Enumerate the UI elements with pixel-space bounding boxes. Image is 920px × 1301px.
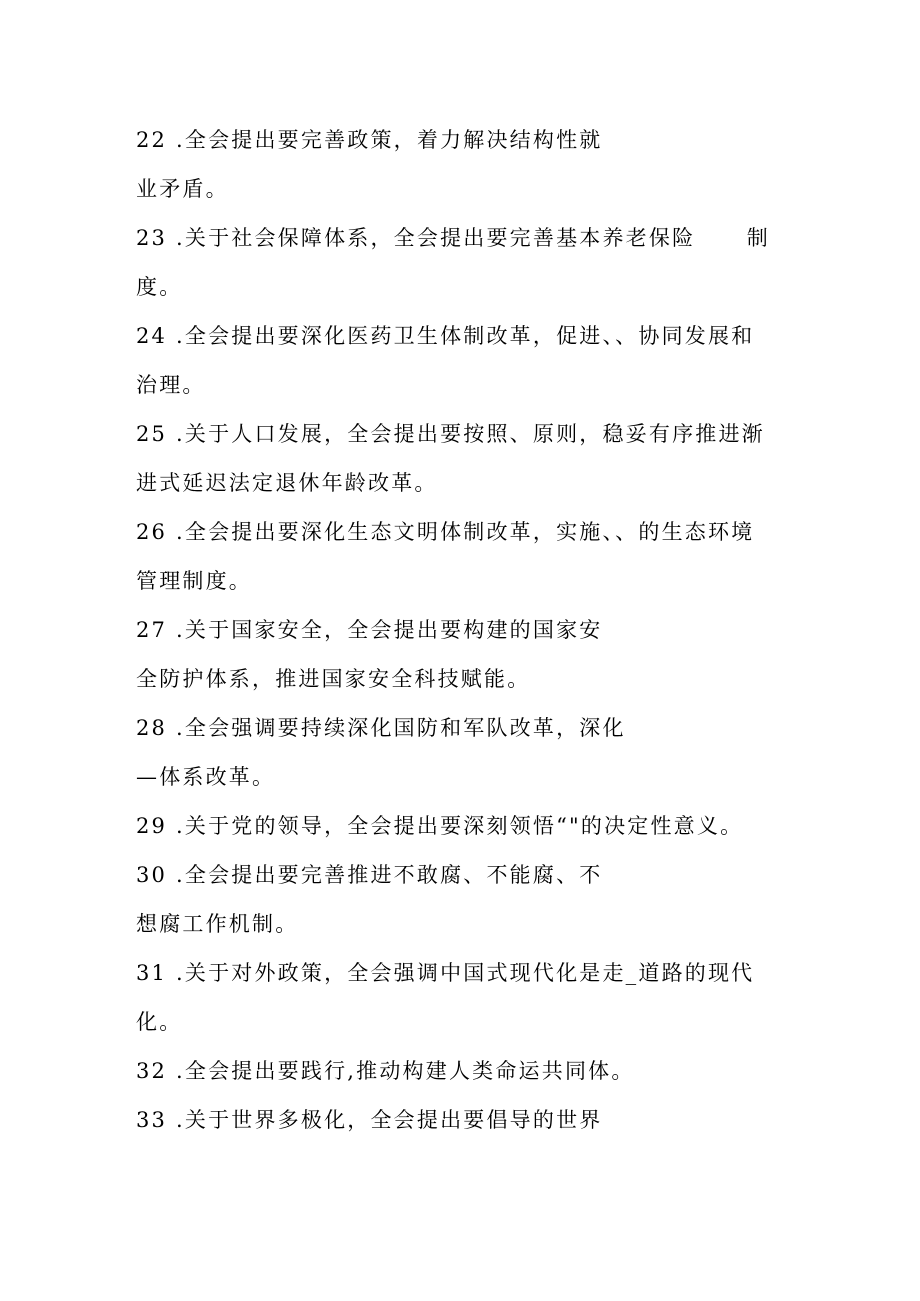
question-26-line-1 [136,518,786,546]
question-number: 31 [136,961,168,985]
question-text: .关于对外政策，全会强调中国式现代化是走_道路的现代 [176,961,755,985]
question-number: 30 [136,863,168,887]
question-text: .关于社会保障体系，全会提出要完善基本养老保险 [176,226,696,250]
question-31-line-2: 化。 [136,1010,183,1034]
question-number: 25 [136,422,168,446]
question-number: 26 [136,520,168,544]
question-number: 27 [136,618,168,642]
question-27-line-2: 全防护体系，推进国家安全科技赋能。 [136,667,531,691]
question-text: .全会提出要践行,推动构建人类命运共同体。 [176,1059,635,1083]
question-33-line-1 [136,1106,786,1134]
question-text-tail: 制 [746,226,770,250]
question-30-line-2: 想腐工作机制。 [136,912,299,936]
question-27-line-1 [136,616,786,644]
question-24-line-2: 治理。 [136,373,206,397]
question-31-line-1 [136,959,786,987]
question-25-line-2: 进式延迟法定退休年龄改革。 [136,471,438,495]
question-number: 33 [136,1108,168,1132]
question-text: .关于国家安全，全会提出要构建的国家安 [176,618,603,642]
question-number: 23 [136,226,168,250]
question-text: .全会提出要完善政策，着力解决结构性就 [176,128,603,152]
question-number: 29 [136,814,168,838]
question-25-line-1 [136,420,786,448]
question-text: .全会提出要深化生态文明体制改革，实施、、的生态环境 [176,520,755,544]
question-number: 28 [136,716,168,740]
question-23-line-2: 度。 [136,275,183,299]
question-22-line-1 [136,126,786,154]
question-text: .关于世界多极化，全会提出要倡导的世界 [176,1108,603,1132]
question-text: .关于人口发展，全会提出要按照、原则，稳妥有序推进渐 [176,422,765,446]
question-text: .关于党的领导，全会提出要深刻领悟“"的决定性意义。 [176,814,744,838]
question-29-line-1 [136,812,786,840]
question-text: .全会提出要完善推进不敢腐、不能腐、不 [176,863,603,887]
question-28-line-2: —体系改革。 [136,765,276,789]
question-30-line-1 [136,861,786,889]
question-text: .全会提出要深化医药卫生体制改革，促进、、协同发展和 [176,324,755,348]
question-number: 22 [136,128,168,152]
question-22-line-2: 业矛盾。 [136,177,229,201]
question-number: 32 [136,1059,168,1083]
question-26-line-2: 管理制度。 [136,569,252,593]
question-23-line-1 [136,224,786,252]
question-28-line-1 [136,714,786,742]
question-text: .全会强调要持续深化国防和军队改革，深化 [176,716,626,740]
question-number: 24 [136,324,168,348]
question-24-line-1 [136,322,786,350]
question-32-line-1 [136,1057,786,1085]
